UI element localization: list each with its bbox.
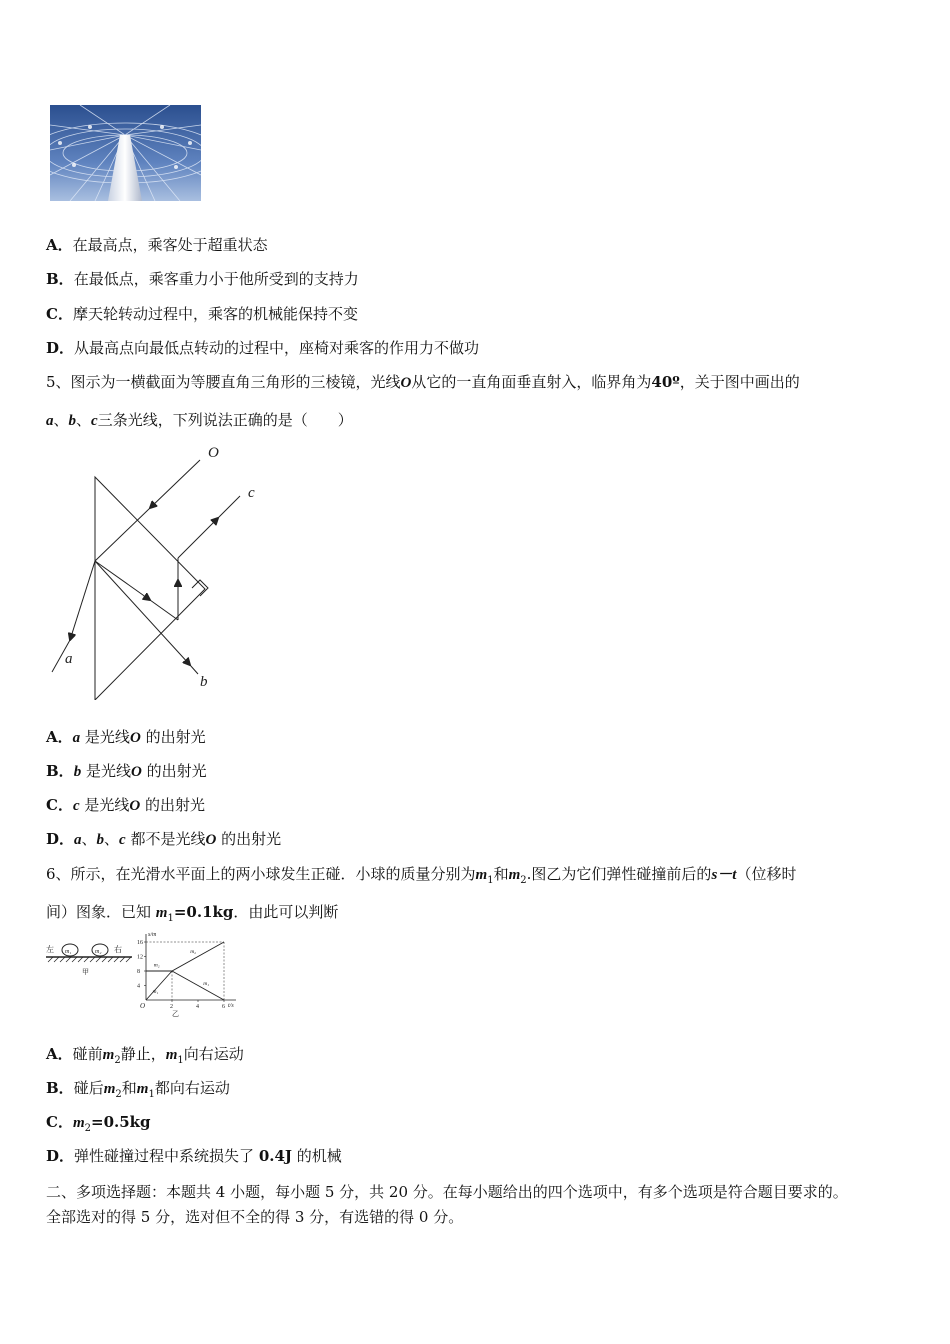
x-tick-label: 2 [170, 1004, 173, 1010]
prism-diagram [40, 440, 300, 700]
option-letter: A． [46, 728, 73, 746]
q5-stem-text: ，关于图中画出的 [679, 373, 800, 391]
option-text: 都不是光线 [130, 830, 206, 848]
q6-stem-text: 6、所示，在光滑水平面上的两小球发生正碰．小球的质量分别为 [46, 865, 476, 883]
separator: 、 [76, 411, 92, 429]
series-line-0 [146, 971, 172, 1000]
var-o: O [130, 764, 142, 780]
option-letter: B． [46, 270, 74, 288]
var-m: m [475, 867, 488, 883]
series-label-m2-after: m₂ [190, 948, 197, 955]
ball-m2-label: m₂ [95, 949, 102, 955]
option-text: 弹性碰撞过程中系统损失了 [74, 1147, 255, 1165]
option-text: 的机械 [296, 1147, 342, 1165]
var-o: O [129, 730, 141, 746]
ray-internal2 [150, 600, 178, 620]
option-letter: D． [46, 339, 75, 357]
critical-angle: 40º [651, 373, 680, 391]
option-letter: B． [46, 762, 74, 780]
label-right: 右 [114, 945, 122, 954]
section2-line2: 全部选对的得 5 分，选对但不全的得 3 分，有选错的得 0 分。 [46, 1208, 464, 1226]
prism-triangle [95, 477, 205, 700]
subscript: 1 [177, 1055, 184, 1066]
var-m: m [155, 905, 168, 921]
q6-stem-line1 [46, 864, 796, 891]
var-b: b [68, 413, 77, 429]
origin-label: O [140, 1002, 146, 1010]
q4-option-c [46, 304, 358, 324]
q6-stem-text: 间）图象．已知 [46, 903, 152, 921]
q5-stem-line1 [46, 372, 800, 393]
var: c [72, 798, 80, 814]
separator: 、 [104, 830, 120, 848]
mass-value: =0.1kg [173, 903, 234, 921]
option-letter: C． [46, 305, 73, 323]
section2-line1: 二、多项选择题：本题共 4 小题，每小题 5 分，共 20 分。在每小题给出的四个选项中，有多个选项是符合题目要求的。 [46, 1183, 848, 1201]
caption-jia: 甲 [82, 968, 89, 976]
option-letter: A． [46, 1045, 73, 1063]
series-label-m1-before: m₁ [152, 988, 159, 995]
option-letter: C． [46, 796, 73, 814]
separator: 、 [81, 830, 97, 848]
separator: 、 [53, 411, 69, 429]
q5-stem-text: 三条光线，下列说法正确的是（ ） [97, 411, 353, 429]
q6-stem-text: .图乙为它们弹性碰撞前后的 [526, 865, 712, 883]
ray-c [178, 518, 218, 558]
var-c: c [119, 832, 126, 848]
option-letter: C． [46, 1113, 73, 1131]
option-text: 摩天轮转动过程中，乘客的机械能保持不变 [72, 305, 358, 323]
q6-option-b [46, 1078, 230, 1105]
option-text: 向右运动 [183, 1045, 244, 1063]
label-left: 左 [46, 945, 54, 954]
x-tick-label: 6 [222, 1004, 225, 1010]
collision-figure [44, 940, 134, 980]
var-c: c [91, 413, 98, 429]
y-tick-label: 4 [137, 983, 140, 990]
var-m: m [72, 1115, 85, 1131]
ray-o-in [150, 460, 200, 508]
q4-option-b [46, 269, 359, 289]
var-m: m [103, 1081, 116, 1097]
option-text: 碰前 [72, 1045, 103, 1063]
option-text: 的出射光 [145, 728, 206, 746]
option-text: 在最低点，乘客重力小于他所受到的支持力 [73, 270, 359, 288]
option-text: 的出射光 [221, 830, 282, 848]
option-text: 的出射光 [145, 796, 206, 814]
q6-option-d [46, 1146, 342, 1166]
q6-option-a [46, 1044, 244, 1071]
var-m: m [136, 1081, 149, 1097]
x-tick-label: 4 [196, 1004, 199, 1010]
label-a: a [65, 651, 73, 667]
option-text: 是光线 [85, 762, 131, 780]
option-letter: A． [46, 236, 73, 254]
option-text: =0.5kg [91, 1113, 151, 1131]
subscript: 2 [115, 1089, 122, 1100]
option-text: 在最高点，乘客处于超重状态 [72, 236, 268, 254]
subscript: 2 [520, 875, 527, 886]
label-o: O [208, 445, 219, 461]
ray-b [95, 561, 190, 665]
y-tick-label: 16 [137, 940, 143, 946]
y-tick-label: 8 [137, 969, 140, 975]
var-o: O [205, 832, 217, 848]
option-text: 的出射光 [146, 762, 207, 780]
option-text: 是光线 [84, 728, 130, 746]
q5-option-d [46, 829, 281, 850]
option-letter: D． [46, 1147, 75, 1165]
var-a: a [74, 832, 82, 848]
subscript: 1 [487, 875, 494, 886]
ray-c-ext [218, 496, 240, 518]
q5-option-b [46, 761, 207, 782]
var-m: m [165, 1047, 178, 1063]
q4-option-a [46, 235, 268, 255]
q5-option-c [46, 795, 205, 816]
subscript: 1 [148, 1089, 155, 1100]
ferris-wheel-photo [50, 105, 201, 201]
st-chart [136, 928, 246, 1018]
ball-m1-label: m₁ [65, 949, 72, 955]
var-a: a [46, 413, 54, 429]
subscript: 2 [84, 1123, 91, 1134]
ray-b-ext [190, 665, 198, 674]
var-o: O [400, 375, 412, 391]
q5-stem-text: 5、图示为一横截面为等腰直角三角形的三棱镜，光线 [46, 373, 401, 391]
ray-o-in2 [95, 508, 150, 561]
var-m: m [508, 867, 521, 883]
subscript: 1 [167, 913, 174, 924]
series-label-m1-after: m₁ [203, 980, 210, 987]
var-o: O [129, 798, 141, 814]
q6-stem-text: （位移时 [736, 865, 797, 883]
var-m: m [102, 1047, 115, 1063]
option-text: 从最高点向最低点转动的过程中，座椅对乘客的作用力不做功 [74, 339, 480, 357]
ray-a [70, 561, 95, 640]
option-text: 都向右运动 [154, 1079, 230, 1097]
option-text: 静止， [120, 1045, 166, 1063]
var-st: s－t [711, 867, 737, 883]
option-letter: B． [46, 1079, 74, 1097]
label-b: b [200, 674, 208, 690]
var-b: b [96, 832, 105, 848]
energy-value: 0.4J [258, 1147, 293, 1165]
q6-stem-line2 [46, 902, 338, 929]
option-text: 是光线 [84, 796, 130, 814]
q6-stem-text: 和 [493, 865, 509, 883]
ray-internal [95, 561, 150, 600]
y-axis-label: s/m [148, 932, 157, 938]
var: a [72, 730, 81, 746]
subscript: 2 [114, 1055, 121, 1066]
var: b [73, 764, 82, 780]
label-c: c [248, 485, 255, 501]
q4-option-d [46, 338, 479, 358]
series-line-1 [172, 971, 224, 1000]
q5-stem-text: 从它的一直角面垂直射入，临界角为 [411, 373, 652, 391]
x-axis-label: t/s [228, 1003, 234, 1009]
option-letter: D． [46, 830, 75, 848]
q6-stem-text: ．由此可以判断 [233, 903, 339, 921]
caption-yi: 乙 [172, 1010, 179, 1018]
q6-option-c [46, 1112, 151, 1139]
series-label-m2-before: m₂ [153, 962, 160, 969]
option-text: 和 [121, 1079, 137, 1097]
y-tick-label: 12 [137, 954, 143, 961]
q5-option-a [46, 727, 206, 748]
q5-stem-line2 [46, 410, 353, 431]
option-text: 碰后 [73, 1079, 104, 1097]
